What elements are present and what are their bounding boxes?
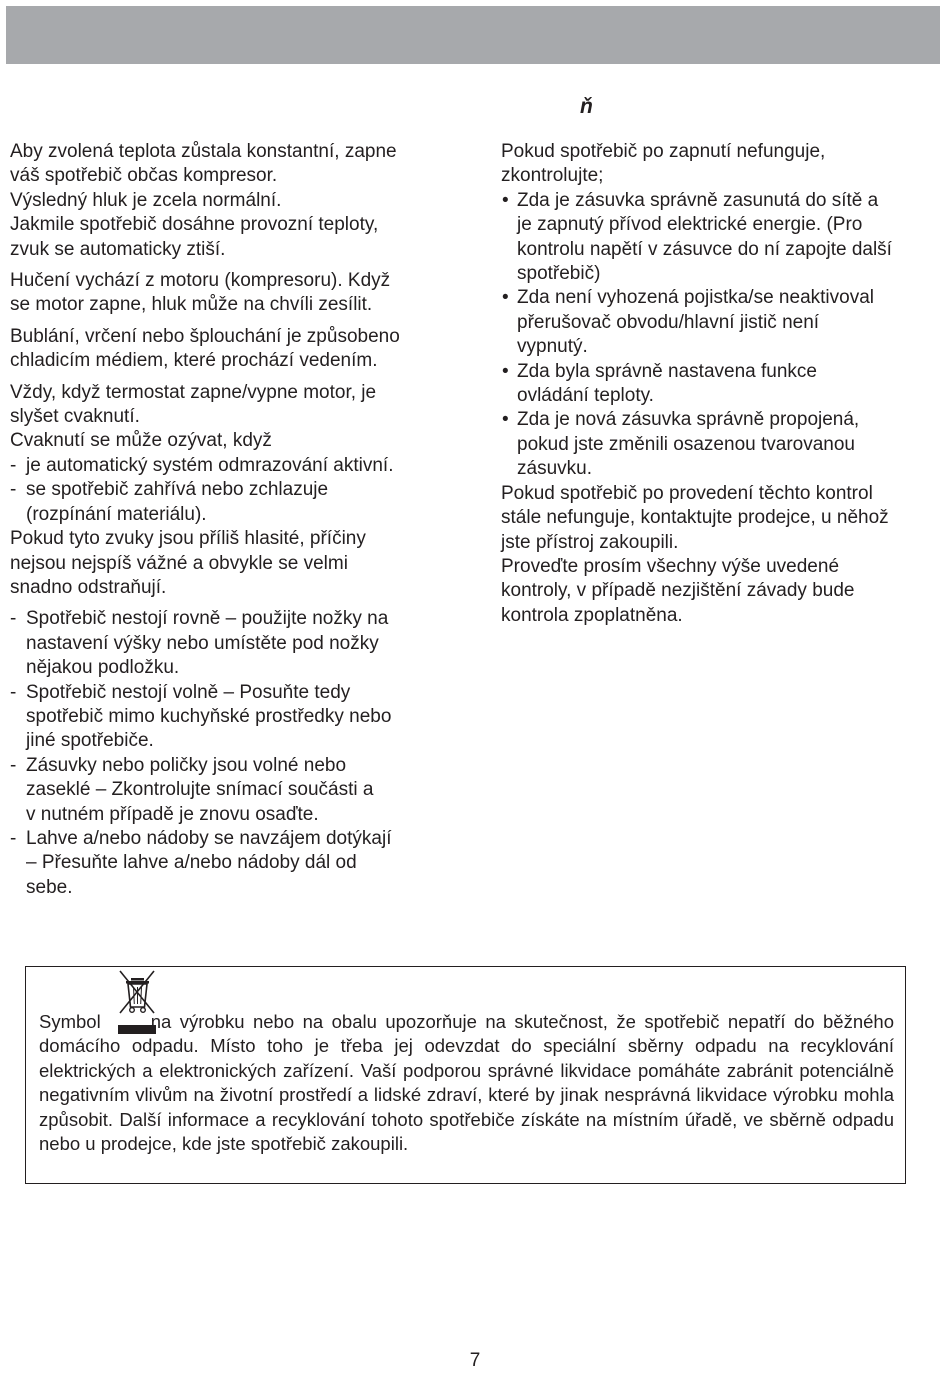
paragraph-charge-notice (501, 555, 941, 628)
text-line: zvuk se automaticky ztiší. (10, 238, 226, 260)
text-line: Proveďte prosím všechny výše uvedené (501, 555, 840, 577)
text-line: Výsledný hluk je zcela normální. (10, 189, 282, 211)
list-item (501, 189, 941, 287)
click-causes-list (10, 454, 450, 527)
paragraph-thermostat (10, 381, 450, 454)
paragraph-not-working (501, 140, 941, 189)
paragraph-coolant (10, 325, 450, 374)
paragraph-compressor (10, 140, 450, 262)
list-item (501, 408, 941, 481)
text-line: váš spotřebič občas kompresor. (10, 165, 278, 187)
text-line: chladicím médiem, které prochází vedením. (10, 350, 378, 372)
text-line: stále nefunguje, kontaktujte prodejce, u něhož (501, 507, 889, 529)
text-line: Pokud spotřebič po zapnutí nefunguje, (501, 141, 826, 162)
text-line: kontroly, v případě nezjištění závady bude (501, 580, 855, 602)
page-number: 7 (469, 1350, 481, 1371)
text-line: Zda není vyhozená pojistka/se neaktivoval (517, 287, 874, 309)
text-line: nějakou podložku. (26, 657, 180, 679)
text-line: snadno odstraňují. (10, 576, 167, 598)
text-line: Aby zvolená teplota zůstala konstantní, zapne (10, 141, 397, 162)
list-item (10, 754, 450, 827)
text-line: je automatický systém odmrazování aktivní. (26, 454, 394, 476)
text-line: se spotřebič zahřívá nebo zchlazuje (26, 479, 329, 501)
right-column (501, 140, 941, 628)
text-line: Vždy, když termostat zapne/vypne motor, je (10, 381, 377, 403)
paragraph-motor (10, 269, 450, 318)
icon-placeholder (101, 1010, 151, 1028)
text-line: Zásuvky nebo poličky jsou volné nebo (26, 754, 347, 776)
text-line: zásuvku. (517, 458, 592, 480)
text-line: kontrolu napětí v zásuvce do ní zapojte další (517, 238, 892, 260)
text-line: Pokud spotřebič po provedení těchto kontrol (501, 482, 873, 504)
list-item (10, 681, 450, 754)
weee-notice-body: na výrobku nebo na obalu upozorňuje na skutečnost, že spotřebič nepatří do běžného domácího odpadu. Místo toho je třeba jej odevzdat do speciální sběrny odpadu na recyklování elektrických a elektronických zařízení. Vaší podporou správné likvidace pomáháte zabránit potenciálně negativním vlivům na životní prostředí a lidské zdraví, které by jinak nesprávná likvidace výrobku mohla způsobit. Další informace a recyklování tohoto spotřebiče získáte na místním úřadě, ve sběrně odpadu nebo u prodejce, kde jste spotřebič zakoupili. (39, 1011, 894, 1155)
header-bar (6, 6, 940, 64)
text-line: sebe. (26, 876, 73, 898)
checklist (501, 189, 941, 482)
list-item (10, 607, 450, 680)
list-item (10, 478, 450, 527)
text-line: Pokud tyto zvuky jsou příliš hlasité, příčiny (10, 528, 366, 550)
text-line: ovládání teploty. (517, 385, 654, 407)
weee-notice-text (39, 1010, 894, 1156)
text-line: Bublání, vrčení nebo šplouchání je způsobeno (10, 325, 400, 347)
text-line: Cvaknutí se může ozývat, když (10, 430, 272, 452)
text-line: (rozpínání materiálu). (26, 503, 207, 525)
text-line: zaseklé – Zkontrolujte snímací součásti a (26, 779, 374, 801)
text-line: Hučení vychází z motoru (kompresoru). Když (10, 270, 391, 292)
text-line: slyšet cvaknutí. (10, 406, 140, 428)
symbol-label: Symbol (39, 1011, 101, 1032)
text-line: jiné spotřebiče. (26, 730, 154, 752)
text-line: vypnutý. (517, 336, 588, 358)
text-line: přerušovač obvodu/hlavní jistič není (517, 311, 820, 333)
text-line: jste přístroj zakoupili. (501, 531, 679, 553)
text-line: Zda je zásuvka správně zasunutá do sítě a (517, 189, 879, 211)
text-line: nastavení výšky nebo umístěte pod nožky (26, 632, 379, 654)
list-item (10, 454, 450, 478)
text-line: kontrola zpoplatněna. (501, 604, 683, 626)
text-line: Zda je nová zásuvka správně propojená, (517, 409, 860, 431)
section-heading-glyph: ň (580, 95, 593, 118)
text-line: spotřebič mimo kuchyňské prostředky nebo (26, 705, 392, 727)
remedies-list (10, 607, 450, 900)
list-item (10, 827, 450, 900)
text-line: nejsou nejspíš vážné a obvykle se velmi (10, 552, 348, 574)
text-line: v nutném případě je znovu osaďte. (26, 803, 319, 825)
text-line: pokud jste změnili osazenou tvarovanou (517, 433, 855, 455)
left-column (10, 140, 450, 900)
paragraph-loud-noises (10, 527, 450, 600)
text-line: se motor zapne, hluk může na chvíli zesílit. (10, 294, 373, 316)
weee-notice-box (25, 966, 906, 1184)
paragraph-contact-seller (501, 482, 941, 555)
text-line: je zapnutý přívod elektrické energie. (Pro (517, 214, 863, 236)
text-line: Lahve a/nebo nádoby se navzájem dotýkají (26, 827, 392, 849)
text-line: Spotřebič nestojí rovně – použijte nožky na (26, 608, 389, 630)
text-line: zkontrolujte; (501, 165, 604, 187)
text-line: – Přesuňte lahve a/nebo nádoby dál od (26, 852, 357, 874)
list-item (501, 286, 941, 359)
text-line: Zda byla správně nastavena funkce (517, 360, 817, 382)
text-line: Spotřebič nestojí volně – Posuňte tedy (26, 681, 351, 703)
list-item (501, 360, 941, 409)
text-line: Jakmile spotřebič dosáhne provozní teploty, (10, 214, 379, 236)
text-line: spotřebič) (517, 263, 601, 285)
